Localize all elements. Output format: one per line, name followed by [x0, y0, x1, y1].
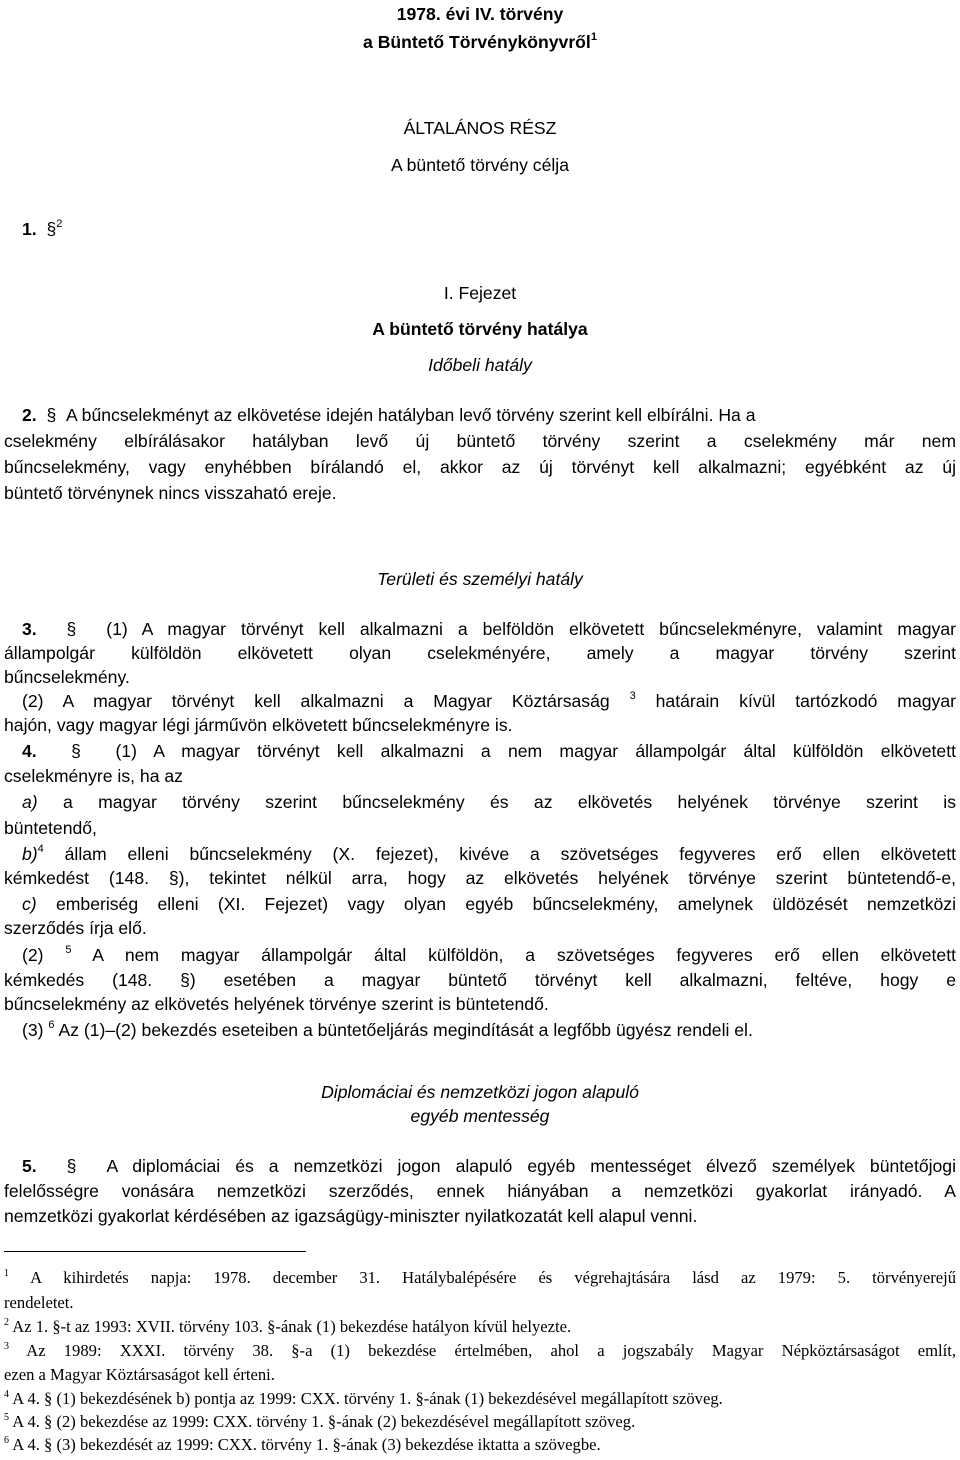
section-2-line-2: cselekmény elbírálásakor hatályban levő új büntető törvény szerint a cselekmény már nem	[4, 431, 956, 451]
law-subtitle: a Büntető Törvénykönyvről$^1$	[363, 31, 597, 52]
section-5-line-1: 5. § A diplomáciai és a nemzetközi jogon alapuló egyéb mentességet élvező személyek büntetőjogi	[22, 1156, 957, 1176]
subheading-diplomatic-1: Diplomáciai és nemzetközi jogon alapuló	[321, 1082, 639, 1102]
footnote-ref-3[interactable]: 3	[629, 690, 636, 702]
footnote-3: $^3$ Az 1989: XXXI. törvény 38. §-a (1) bekezdése értelmében, ahol a jogszabály Magyar Népköztársaságot említ,	[4, 1341, 956, 1360]
law-title: 1978. évi IV. törvény	[396, 4, 564, 24]
footnote-1: $^1$ A kihirdetés napja: 1978. december 31. Hatálybalépésére és végrehajtására lásd az 1979: 5. törvényerejű	[4, 1268, 956, 1287]
section-4-point-a: a) a magyar törvény szerint bűncselekmény és az elkövetés helyének törvénye szerint is	[22, 792, 957, 812]
footnote-ref-2[interactable]: 2	[56, 218, 63, 230]
chapter-title: A büntető törvény hatálya	[372, 319, 588, 339]
footnote-2: $^2$ Az 1. §-t az 1993: XVII. törvény 103. §-ának (1) bekezdése hatályon kívül helyezte.	[4, 1317, 572, 1336]
section-4-point-a-line-2: büntetendő,	[4, 818, 97, 838]
section-2-line-1: 2. § A bűncselekményt az elkövetése idején hatályban levő törvény szerint kell elbírálni. Ha a	[22, 405, 756, 425]
section-4-line-1: 4. § (1) A magyar törvényt kell alkalmazni a nem magyar állampolgár által külföldön elkövetett	[22, 741, 956, 761]
section-4-para-2: (2) $^5$ A nem magyar állampolgár által külföldön, a szövetséges fegyveres erő ellen elkövetett	[22, 944, 956, 965]
section-2-line-4: büntető törvénynek nincs visszaható ereje.	[4, 483, 337, 503]
footnote-ref-5[interactable]: 5	[65, 944, 72, 956]
footnote-1-cont: rendeletet.	[4, 1293, 74, 1312]
section-3-line-3: bűncselekmény.	[4, 667, 130, 687]
section-3-para-2: (2) A magyar törvényt kell alkalmazni a Magyar Köztársaság $^3$ határain kívül tartózkodó magyar	[22, 690, 956, 711]
section-4-point-c: c) emberiség elleni (XI. Fejezet) vagy olyan egyéb bűncselekmény, amelynek üldözését nemzetközi	[22, 894, 956, 914]
section-4-para-3: (3) $^6$ Az (1)–(2) bekezdés eseteiben a büntetőeljárás megindítását a legfőbb ügyész rendeli el.	[22, 1019, 753, 1040]
section-4-point-b-line-2: kémkedést (148. §), tekintet nélkül arra, hogy az elkövetés helyének törvénye szerint büntetendő-e,	[4, 868, 956, 888]
footnote-ref-1[interactable]: 1	[590, 31, 597, 43]
footnote-5: $^5$ A 4. § (2) bekezdése az 1999: CXX. törvény 1. §-ának (2) bekezdésével megállapított szöveg.	[4, 1412, 636, 1431]
footnote-6: $^6$ A 4. § (3) bekezdését az 1999: CXX. törvény 1. §-ának (3) bekezdése iktatta a szövegbe.	[4, 1435, 601, 1454]
section-3-line-1: 3. § (1) A magyar törvényt kell alkalmazni a belföldön elkövetett bűncselekményre, valamint magyar	[22, 619, 957, 639]
subheading-territorial: Területi és személyi hatály	[377, 569, 583, 589]
section-5-line-2: felelősségre vonására nemzetközi szerződés, ennek hiányában a nemzetközi gyakorlat irányadó. A	[4, 1181, 956, 1201]
section-4-point-b: b)$^4$ állam elleni bűncselekmény (X. fejezet), kivéve a szövetséges fegyveres erő ellen elkövetett	[22, 843, 957, 864]
part-subtitle: A büntető törvény célja	[390, 155, 569, 175]
footnote-ref-6[interactable]: 6	[48, 1019, 55, 1031]
footnote-3-cont: ezen a Magyar Köztársaságot kell érteni.	[4, 1365, 275, 1384]
section-2-line-3: bűncselekmény, vagy enyhébben bírálandó el, akkor az új törvényt kell alkalmazni; egyébként az új	[4, 457, 956, 477]
section-5-line-3: nemzetközi gyakorlat kérdésében az igazságügy-miniszter nyilatkozatát kell alapul venni.	[4, 1206, 698, 1226]
section-3-line-2: állampolgár külföldön elkövetett olyan cselekményére, amely a magyar törvény szerint	[4, 643, 956, 663]
section-4-point-c-line-2: szerződés írja elő.	[4, 918, 147, 938]
footnote-4: $^4$ A 4. § (1) bekezdésének b) pontja az 1999: CXX. törvény 1. §-ának (1) bekezdésével megállapított szöveg.	[4, 1389, 723, 1408]
section-4-para-2-line-3: bűncselekmény az elkövetés helyének törvénye szerint is büntetendő.	[4, 994, 549, 1014]
part-title: ÁLTALÁNOS RÉSZ	[403, 118, 557, 138]
subheading-diplomatic-2: egyéb mentesség	[410, 1106, 550, 1126]
section-4-para-2-line-2: kémkedés (148. §) esetében a magyar büntető törvényt kell alkalmazni, feltéve, hogy e	[4, 970, 956, 990]
subheading-temporal: Időbeli hatály	[428, 355, 532, 375]
section-1: 1. §$^2$	[22, 218, 63, 239]
footnote-separator	[4, 1251, 306, 1252]
section-4-line-2: cselekményre is, ha az	[4, 766, 183, 786]
section-3-para-2-line-2: hajón, vagy magyar légi járművön elkövetett bűncselekményre is.	[4, 715, 513, 735]
chapter-label: I. Fejezet	[443, 283, 517, 303]
footnote-ref-4[interactable]: 4	[37, 843, 44, 855]
